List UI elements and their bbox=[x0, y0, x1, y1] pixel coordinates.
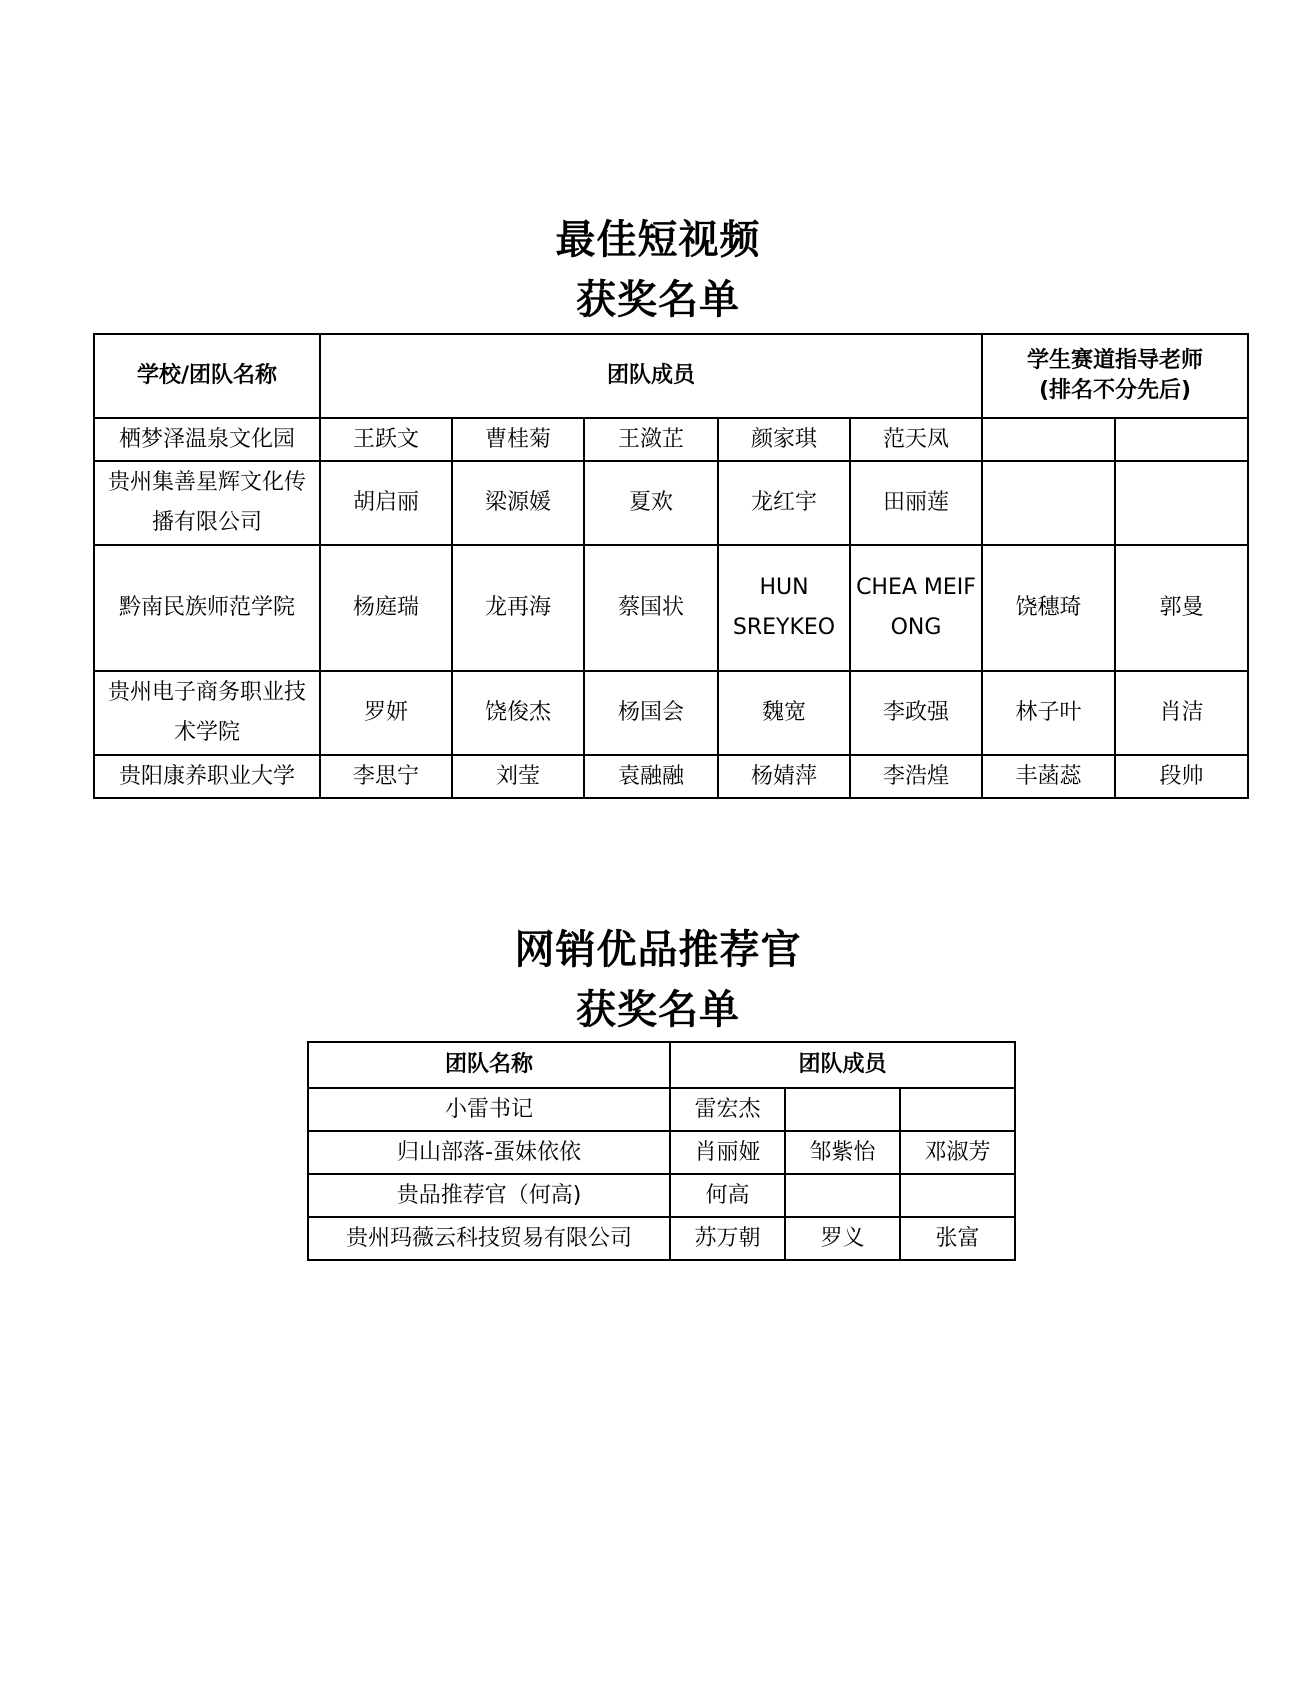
member-cell: 邓淑芳 bbox=[900, 1131, 1015, 1174]
header-members: 团队成员 bbox=[670, 1042, 1015, 1088]
teacher-cell bbox=[1115, 461, 1248, 545]
table-row bbox=[94, 671, 1248, 755]
member-cell: 李浩煌 bbox=[850, 755, 982, 798]
teacher-cell bbox=[982, 461, 1115, 545]
member-cell: 刘莹 bbox=[452, 755, 584, 798]
member-cell bbox=[785, 1088, 900, 1131]
member-cell: 颜家琪 bbox=[718, 418, 850, 461]
member-cell: 雷宏杰 bbox=[670, 1088, 785, 1131]
table-row bbox=[308, 1217, 1015, 1260]
teacher-cell: 郭曼 bbox=[1115, 545, 1248, 671]
table-row bbox=[94, 545, 1248, 671]
member-cell: 田丽莲 bbox=[850, 461, 982, 545]
member-cell: 龙再海 bbox=[452, 545, 584, 671]
school-cell: 贵州集善星辉文化传播有限公司 bbox=[94, 461, 320, 545]
member-cell: 何高 bbox=[670, 1174, 785, 1217]
member-cell: 杨国会 bbox=[584, 671, 718, 755]
member-cell: 袁融融 bbox=[584, 755, 718, 798]
member-cell: 曹桂菊 bbox=[452, 418, 584, 461]
section2-subtitle: 获奖名单 bbox=[576, 986, 740, 1033]
member-cell bbox=[785, 1174, 900, 1217]
team-cell: 小雷书记 bbox=[308, 1088, 670, 1131]
school-cell: 贵州电子商务职业技术学院 bbox=[94, 671, 320, 755]
member-cell: 魏宽 bbox=[718, 671, 850, 755]
member-cell: 梁源媛 bbox=[452, 461, 584, 545]
header-school: 学校/团队名称 bbox=[94, 334, 320, 418]
member-cell: CHEA MEIFONG bbox=[850, 545, 982, 671]
teacher-cell: 丰菡蕊 bbox=[982, 755, 1115, 798]
member-cell bbox=[900, 1174, 1015, 1217]
best-short-video-table bbox=[93, 333, 1249, 799]
member-cell: 蔡国状 bbox=[584, 545, 718, 671]
header-team: 团队名称 bbox=[308, 1042, 670, 1088]
section1-subtitle: 获奖名单 bbox=[576, 276, 740, 323]
header-members: 团队成员 bbox=[320, 334, 982, 418]
teacher-cell bbox=[1115, 418, 1248, 461]
section1-title: 最佳短视频 bbox=[555, 216, 761, 263]
team-cell: 贵州玛薇云科技贸易有限公司 bbox=[308, 1217, 670, 1260]
member-cell: 张富 bbox=[900, 1217, 1015, 1260]
table-row bbox=[94, 418, 1248, 461]
school-cell: 栖梦泽温泉文化园 bbox=[94, 418, 320, 461]
online-product-recommender-table bbox=[307, 1041, 1016, 1261]
table-row bbox=[308, 1174, 1015, 1217]
header-teachers bbox=[982, 334, 1248, 418]
member-cell: 肖丽娅 bbox=[670, 1131, 785, 1174]
teacher-cell: 段帅 bbox=[1115, 755, 1248, 798]
member-cell: 苏万朝 bbox=[670, 1217, 785, 1260]
header-teachers-line2: (排名不分先后) bbox=[1038, 378, 1192, 403]
teacher-cell: 肖洁 bbox=[1115, 671, 1248, 755]
table-row bbox=[308, 1131, 1015, 1174]
table-header-row bbox=[94, 334, 1248, 418]
member-cell: 胡启丽 bbox=[320, 461, 452, 545]
member-cell: 罗义 bbox=[785, 1217, 900, 1260]
header-teachers-line1: 学生赛道指导老师 bbox=[1027, 348, 1204, 373]
table-header-row bbox=[308, 1042, 1015, 1088]
member-cell: 杨婧萍 bbox=[718, 755, 850, 798]
member-cell: 杨庭瑞 bbox=[320, 545, 452, 671]
member-cell: 饶俊杰 bbox=[452, 671, 584, 755]
member-cell: 范天凤 bbox=[850, 418, 982, 461]
table-row bbox=[308, 1088, 1015, 1131]
school-cell: 黔南民族师范学院 bbox=[94, 545, 320, 671]
member-cell: 龙红宇 bbox=[718, 461, 850, 545]
member-cell: 李政强 bbox=[850, 671, 982, 755]
table-row bbox=[94, 461, 1248, 545]
teacher-cell bbox=[982, 418, 1115, 461]
teacher-cell: 饶穗琦 bbox=[982, 545, 1115, 671]
school-cell: 贵阳康养职业大学 bbox=[94, 755, 320, 798]
member-cell: 邹紫怡 bbox=[785, 1131, 900, 1174]
section2-title: 网销优品推荐官 bbox=[514, 926, 802, 973]
member-cell: HUN SREYKEO bbox=[718, 545, 850, 671]
member-cell bbox=[900, 1088, 1015, 1131]
table-row bbox=[94, 755, 1248, 798]
member-cell: 李思宁 bbox=[320, 755, 452, 798]
team-cell: 归山部落-蛋妹依依 bbox=[308, 1131, 670, 1174]
teacher-cell: 林子叶 bbox=[982, 671, 1115, 755]
member-cell: 罗妍 bbox=[320, 671, 452, 755]
team-cell: 贵品推荐官（何高) bbox=[308, 1174, 670, 1217]
member-cell: 王跃文 bbox=[320, 418, 452, 461]
member-cell: 王潋芷 bbox=[584, 418, 718, 461]
member-cell: 夏欢 bbox=[584, 461, 718, 545]
